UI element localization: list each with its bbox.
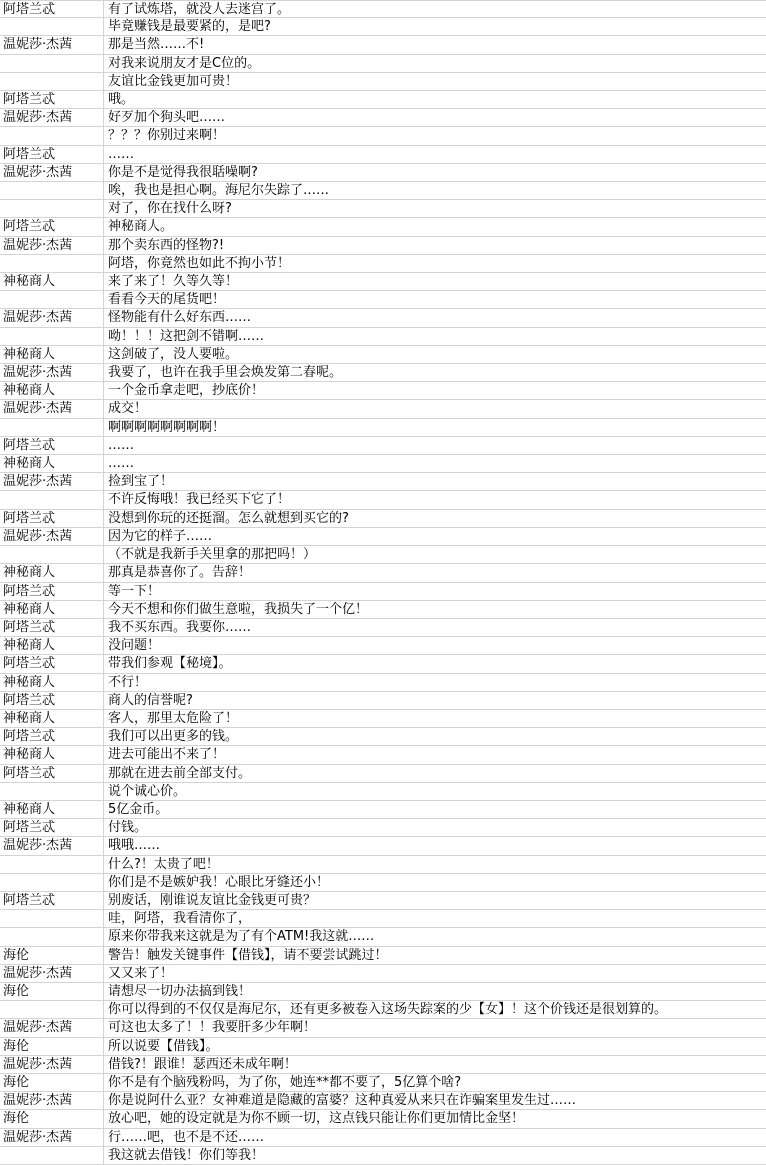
speaker-cell[interactable] [0, 55, 104, 72]
line-cell[interactable]: 阿塔，你竟然也如此不拘小节！ [108, 255, 291, 271]
line-cell[interactable]: 等一下！ [108, 583, 161, 599]
speaker-cell[interactable]: 神秘商人 [0, 801, 104, 818]
line-cell[interactable]: 不许反悔哦！我已经买下它了！ [108, 492, 291, 508]
line-cell[interactable]: 你可以得到的不仅仅是海尼尔，还有更多被卷入这场失踪案的少【女】！这个价钱还是很划算的。 [108, 1002, 668, 1018]
line-cell[interactable]: 毕竟赚钱是最要紧的，是吧? [108, 19, 271, 35]
line-cell[interactable]: 神秘商人。 [108, 219, 174, 235]
dialogue-row [0, 200, 766, 218]
speaker-cell[interactable]: 阿塔兰忒 [0, 655, 104, 672]
dialogue-row [0, 856, 766, 874]
speaker-cell[interactable]: 温妮莎·杰茜 [0, 837, 104, 854]
dialogue-row [0, 801, 766, 819]
dialogue-row [0, 692, 766, 710]
line-cell[interactable]: 有了试炼塔，就没人去迷宫了。 [108, 2, 291, 17]
dialogue-row [0, 746, 766, 764]
dialogue-row [0, 1056, 766, 1074]
line-cell[interactable]: 没想到你玩的还挺溜。怎么就想到买它的? [108, 510, 349, 526]
line-cell[interactable]: 对我来说朋友才是C位的。 [108, 55, 261, 71]
speaker-cell[interactable] [0, 73, 104, 90]
line-cell[interactable]: 哦。 [108, 92, 135, 108]
dialogue-row [0, 637, 766, 655]
dialogue-row [0, 491, 766, 509]
line-cell[interactable]: 啊啊啊啊啊啊啊啊！ [108, 419, 226, 435]
dialogue-row [0, 928, 766, 946]
speaker-cell[interactable]: 海伦 [0, 947, 104, 964]
line-cell[interactable]: …… [108, 146, 134, 162]
line-cell[interactable]: 警告！触发关键事件【借钱】，请不要尝试跳过！ [108, 947, 388, 963]
speaker-cell[interactable] [0, 182, 104, 199]
speaker-cell[interactable]: 神秘商人 [0, 273, 104, 290]
dialogue-row [0, 619, 766, 637]
line-cell[interactable]: 哇，阿塔，我看清你了， [108, 911, 252, 927]
speaker-cell[interactable]: 阿塔兰忒 [0, 437, 104, 454]
line-cell[interactable]: 5亿金币。 [108, 801, 169, 817]
line-cell[interactable]: 怪物能有什么好东西…… [108, 310, 252, 326]
speaker-cell[interactable]: 神秘商人 [0, 346, 104, 363]
dialogue-row [0, 1129, 766, 1147]
speaker-cell[interactable] [0, 910, 104, 927]
line-cell[interactable]: 商人的信誉呢? [108, 692, 193, 708]
speaker-cell[interactable]: 海伦 [0, 1074, 104, 1091]
line-cell[interactable]: 付钱。 [108, 820, 148, 836]
dialogue-row [0, 455, 766, 473]
dialogue-row [0, 36, 766, 54]
line-cell[interactable]: 我们可以出更多的钱。 [108, 729, 239, 745]
speaker-cell[interactable]: 神秘商人 [0, 601, 104, 618]
speaker-cell[interactable] [0, 18, 104, 35]
dialogue-row [0, 237, 766, 255]
dialogue-row [0, 1074, 766, 1092]
dialogue-row [0, 364, 766, 382]
speaker-cell[interactable]: 温妮莎·杰茜 [0, 528, 104, 545]
speaker-cell[interactable] [0, 200, 104, 217]
speaker-cell[interactable]: 阿塔兰忒 [0, 819, 104, 836]
dialogue-row [0, 965, 766, 983]
dialogue-row [0, 1019, 766, 1037]
speaker-cell[interactable]: 温妮莎·杰茜 [0, 364, 104, 381]
speaker-cell[interactable] [0, 127, 104, 144]
dialogue-row [0, 910, 766, 928]
dialogue-row [0, 182, 766, 200]
dialogue-row [0, 382, 766, 400]
speaker-cell[interactable] [0, 546, 104, 563]
dialogue-row [0, 419, 766, 437]
dialogue-row [0, 346, 766, 364]
speaker-cell[interactable]: 阿塔兰忒 [0, 218, 104, 235]
dialogue-row [0, 437, 766, 455]
speaker-cell[interactable] [0, 328, 104, 345]
speaker-cell[interactable]: 阿塔兰忒 [0, 583, 104, 600]
speaker-cell[interactable]: 温妮莎·杰茜 [0, 400, 104, 417]
speaker-cell[interactable] [0, 856, 104, 873]
speaker-cell[interactable]: 海伦 [0, 1038, 104, 1055]
speaker-cell[interactable]: 温妮莎·杰茜 [0, 1056, 104, 1073]
line-cell[interactable]: 成交！ [108, 401, 148, 417]
speaker-cell[interactable]: 温妮莎·杰茜 [0, 1129, 104, 1146]
dialogue-row [0, 892, 766, 910]
speaker-cell[interactable]: 阿塔兰忒 [0, 619, 104, 636]
speaker-cell[interactable] [0, 491, 104, 508]
line-cell[interactable]: 我这就去借钱！你们等我！ [108, 1147, 265, 1163]
dialogue-row [0, 73, 766, 91]
speaker-cell[interactable]: 温妮莎·杰茜 [0, 1092, 104, 1109]
line-cell[interactable]: 别废话，刚谁说友谊比金钱更可贵？ [108, 892, 317, 908]
line-cell[interactable]: 请想尽一切办法搞到钱！ [108, 983, 252, 999]
line-cell[interactable]: 你是说阿什么亚？女神难道是隐藏的富婆？这种真爱从来只在诈骗案里发生过…… [108, 1093, 577, 1109]
speaker-cell[interactable]: 海伦 [0, 983, 104, 1000]
speaker-cell[interactable]: 阿塔兰忒 [0, 892, 104, 909]
line-cell[interactable]: 今天不想和你们做生意啦，我损失了一个亿！ [108, 601, 369, 617]
line-cell[interactable]: 所以说要【借钱】。 [108, 1038, 219, 1054]
dialogue-row [0, 328, 766, 346]
dialogue-row [0, 255, 766, 273]
dialogue-row [0, 1092, 766, 1110]
line-cell[interactable]: 不行！ [108, 674, 148, 690]
dialogue-row [0, 273, 766, 291]
speaker-cell[interactable]: 温妮莎·杰茜 [0, 237, 104, 254]
line-cell[interactable]: 捡到宝了！ [108, 474, 174, 490]
speaker-cell[interactable]: 阿塔兰忒 [0, 91, 104, 108]
dialogue-row [0, 400, 766, 418]
dialogue-row [0, 546, 766, 564]
speaker-cell[interactable]: 神秘商人 [0, 382, 104, 399]
dialogue-row [0, 55, 766, 73]
line-cell[interactable]: 那就在进去前全部支付。 [108, 765, 252, 781]
dialogue-row [0, 874, 766, 892]
dialogue-row [0, 1110, 766, 1128]
speaker-cell[interactable]: 温妮莎·杰茜 [0, 36, 104, 53]
line-cell[interactable]: ？？？你别过来啊！ [108, 128, 226, 144]
line-cell[interactable]: 又又来了！ [108, 965, 174, 981]
dialogue-row [0, 765, 766, 783]
dialogue-row [0, 291, 766, 309]
dialogue-row [0, 655, 766, 673]
dialogue-row [0, 164, 766, 182]
dialogue-row [0, 146, 766, 164]
line-cell[interactable]: 呦！！！这把剑不错啊…… [108, 328, 265, 344]
dialogue-row [0, 510, 766, 528]
dialogue-row [0, 983, 766, 1001]
line-cell[interactable]: …… [108, 437, 134, 453]
line-cell[interactable]: 那真是恭喜你了。告辞！ [108, 565, 252, 581]
line-cell[interactable]: 来了来了！久等久等！ [108, 274, 239, 290]
speaker-cell[interactable]: 阿塔兰忒 [0, 510, 104, 527]
speaker-cell[interactable]: 温妮莎·杰茜 [0, 164, 104, 181]
dialogue-row [0, 91, 766, 109]
speaker-cell[interactable] [0, 1147, 104, 1164]
speaker-cell[interactable]: 阿塔兰忒 [0, 765, 104, 782]
line-cell[interactable]: 你不是有个脑残粉吗，为了你，她连**都不要了，5亿算个啥? [108, 1074, 462, 1090]
speaker-cell[interactable]: 温妮莎·杰茜 [0, 473, 104, 490]
line-cell[interactable]: 我不买东西。我要你…… [108, 619, 252, 635]
line-cell[interactable]: 行……吧，也不是不还…… [108, 1129, 265, 1145]
speaker-cell[interactable] [0, 291, 104, 308]
speaker-cell[interactable]: 阿塔兰忒 [0, 1, 104, 17]
speaker-cell[interactable]: 阿塔兰忒 [0, 146, 104, 163]
speaker-cell[interactable] [0, 928, 104, 945]
line-cell[interactable]: 一个金币拿走吧，抄底价！ [108, 383, 265, 399]
line-cell[interactable]: 可这也太多了！！我要肝多少年啊！ [108, 1020, 317, 1036]
speaker-cell[interactable]: 阿塔兰忒 [0, 728, 104, 745]
line-cell[interactable]: 你们是不是嫉妒我！心眼比牙缝还小！ [108, 874, 330, 890]
dialogue-row [0, 947, 766, 965]
dialogue-row [0, 728, 766, 746]
speaker-cell[interactable]: 阿塔兰忒 [0, 692, 104, 709]
dialogue-row [0, 18, 766, 36]
line-cell[interactable]: 哦哦…… [108, 838, 161, 854]
speaker-cell[interactable] [0, 419, 104, 436]
speaker-cell[interactable]: 温妮莎·杰茜 [0, 309, 104, 326]
dialogue-row [0, 1001, 766, 1019]
speaker-cell[interactable]: 神秘商人 [0, 710, 104, 727]
dialogue-row [0, 783, 766, 801]
speaker-cell[interactable]: 神秘商人 [0, 637, 104, 654]
line-cell[interactable]: 原来你带我来这就是为了有个ATM!我这就…… [108, 929, 375, 945]
line-cell[interactable]: 友谊比金钱更加可贵！ [108, 73, 239, 89]
dialogue-row [0, 819, 766, 837]
line-cell[interactable]: 说个诚心价。 [108, 783, 187, 799]
speaker-cell[interactable] [0, 783, 104, 800]
line-cell[interactable]: 因为它的样子…… [108, 528, 213, 544]
dialogue-row [0, 583, 766, 601]
line-cell[interactable]: 你是不是觉得我很聒噪啊? [108, 164, 258, 180]
speaker-cell[interactable]: 神秘商人 [0, 674, 104, 691]
speaker-cell[interactable]: 神秘商人 [0, 746, 104, 763]
speaker-cell[interactable] [0, 1001, 104, 1018]
line-cell[interactable]: 带我们参观【秘境】。 [108, 656, 232, 672]
speaker-cell[interactable] [0, 255, 104, 272]
dialogue-row [0, 109, 766, 127]
line-cell[interactable]: …… [108, 456, 134, 472]
line-cell[interactable]: 放心吧，她的设定就是为你不顾一切，这点钱只能让你们更加情比金坚！ [108, 1111, 525, 1127]
dialogue-row [0, 710, 766, 728]
speaker-cell[interactable]: 温妮莎·杰茜 [0, 1019, 104, 1036]
dialogue-row [0, 528, 766, 546]
line-cell[interactable]: 没问题！ [108, 638, 161, 654]
dialogue-row [0, 0, 766, 18]
dialogue-row [0, 127, 766, 145]
dialogue-row [0, 1147, 766, 1165]
line-cell[interactable]: （不就是我新手关里拿的那把吗！） [108, 547, 317, 563]
line-cell[interactable]: 什么?！太贵了吧！ [108, 856, 219, 872]
dialogue-row [0, 1038, 766, 1056]
dialogue-row [0, 674, 766, 692]
line-cell[interactable]: 那是当然……不! [108, 37, 205, 53]
speaker-cell[interactable]: 神秘商人 [0, 564, 104, 581]
line-cell[interactable]: 对了，你在找什么呀? [108, 201, 232, 217]
line-cell[interactable]: 进去可能出不来了！ [108, 747, 226, 763]
line-cell[interactable]: 好歹加个狗头吧…… [108, 110, 226, 126]
line-cell[interactable]: 客人，那里太危险了！ [108, 710, 239, 726]
dialogue-row [0, 837, 766, 855]
dialogue-row [0, 473, 766, 491]
line-cell[interactable]: 看看今天的尾货吧！ [108, 292, 226, 308]
dialogue-row [0, 309, 766, 327]
line-cell[interactable]: 我要了，也许在我手里会焕发第二春呢。 [108, 365, 343, 381]
speaker-cell[interactable]: 海伦 [0, 1110, 104, 1127]
dialogue-row [0, 564, 766, 582]
speaker-cell[interactable]: 温妮莎·杰茜 [0, 965, 104, 982]
speaker-cell[interactable]: 神秘商人 [0, 455, 104, 472]
dialogue-row [0, 218, 766, 236]
line-cell[interactable]: 那个卖东西的怪物?! [108, 237, 225, 253]
dialogue-row [0, 601, 766, 619]
speaker-cell[interactable]: 温妮莎·杰茜 [0, 109, 104, 126]
line-cell[interactable]: 借钱?！跟谁！瑟西还未成年啊！ [108, 1056, 297, 1072]
line-cell[interactable]: 这剑破了，没人要啦。 [108, 346, 239, 362]
speaker-cell[interactable] [0, 874, 104, 891]
line-cell[interactable]: 唉，我也是担心啊。海尼尔失踪了…… [108, 183, 330, 199]
